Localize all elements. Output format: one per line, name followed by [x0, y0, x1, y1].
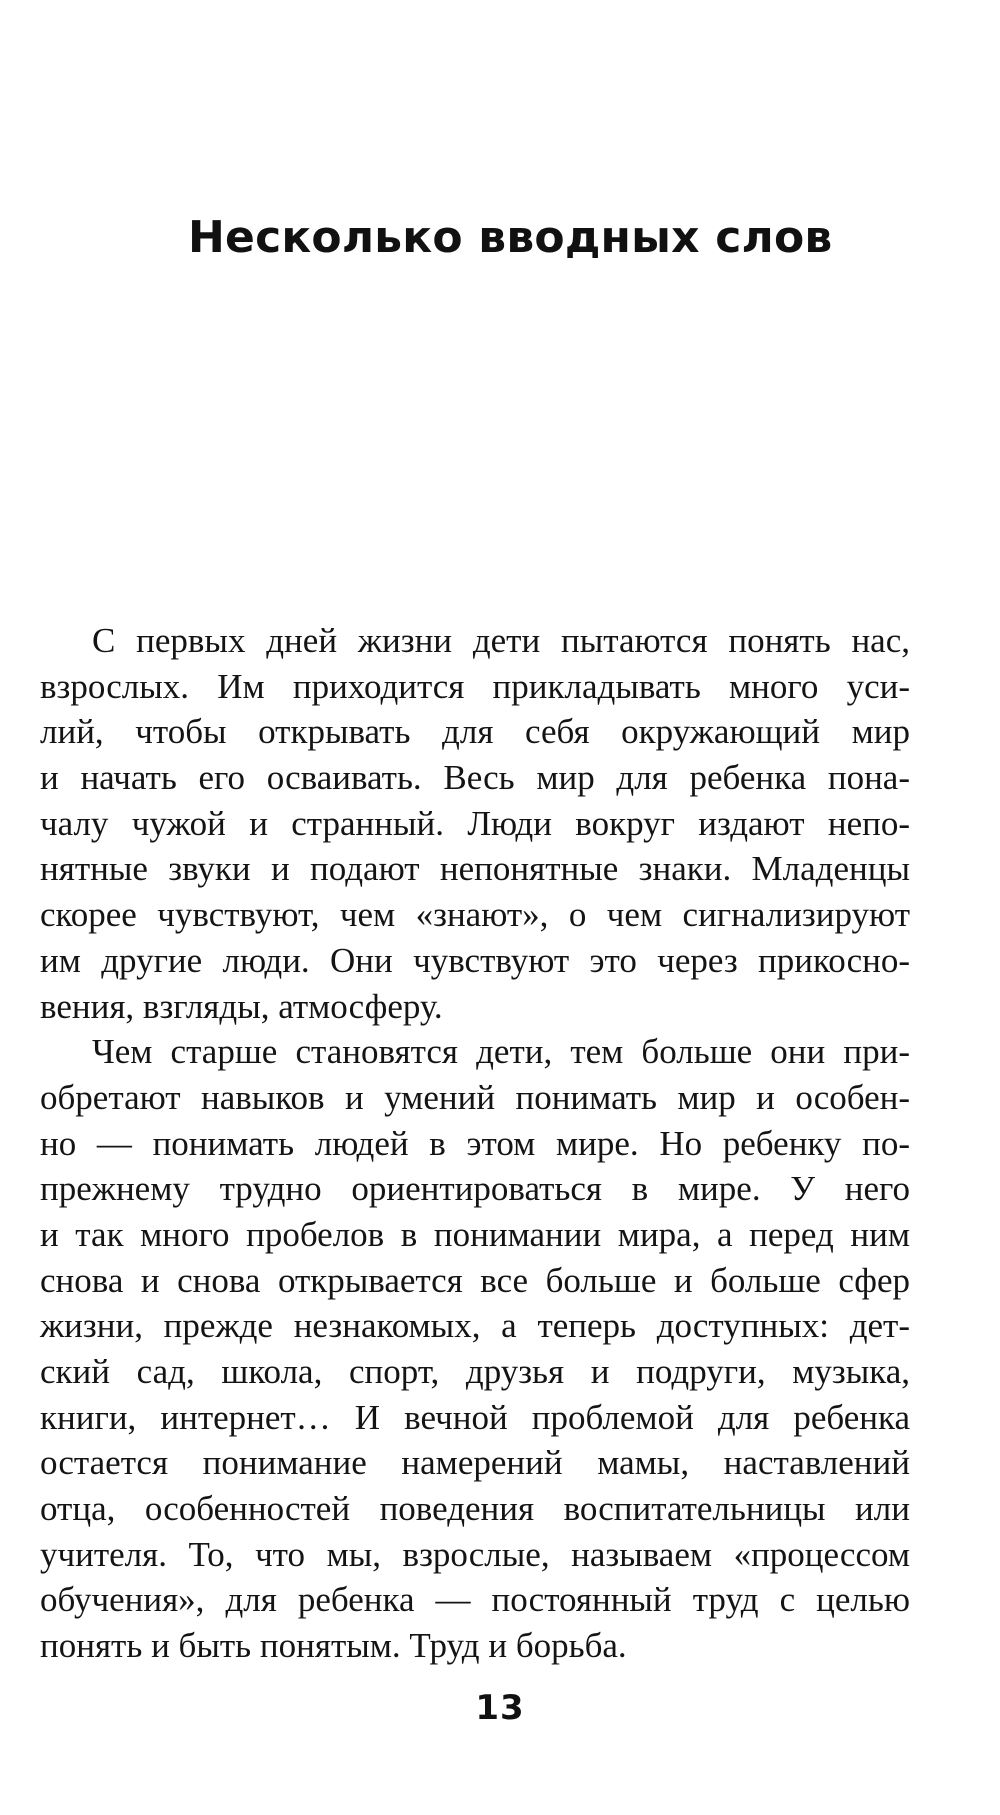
text-line: Чем старше становятся дети, тем больше они при- — [92, 1032, 910, 1072]
text-line: остается понимание намерений мамы, наставлений — [40, 1443, 910, 1483]
text-line: жизни, прежде незнакомых, а теперь доступных: дет- — [40, 1306, 910, 1346]
text-line: снова и снова открывается все больше и больше сфер — [40, 1260, 910, 1300]
body-text — [40, 618, 910, 1669]
text-line: чалу чужой и странный. Люди вокруг издают непо- — [40, 803, 910, 843]
text-line: и начать его осваивать. Весь мир для ребенка пона- — [40, 758, 910, 798]
paragraph-1 — [40, 618, 910, 1029]
page-number: 13 — [475, 1688, 525, 1728]
paragraph-2 — [40, 1029, 910, 1669]
chapter-title: Несколько вводных слов — [188, 212, 833, 263]
text-line: понять и быть понятым. Труд и борьба. — [40, 1626, 627, 1666]
text-line: им другие люди. Они чувствуют это через прикосно- — [40, 940, 910, 980]
text-line: книги, интернет… И вечной проблемой для ребенка — [40, 1397, 910, 1437]
text-line: но — понимать людей в этом мире. Но ребенку по- — [40, 1123, 910, 1163]
text-line: обучения», для ребенка — постоянный труд с целью — [40, 1580, 910, 1620]
text-line: отца, особенностей поведения воспитательницы или — [40, 1489, 910, 1529]
text-line: прежнему трудно ориентироваться в мире. У него — [40, 1169, 910, 1209]
text-line: нятные звуки и подают непонятные знаки. Младенцы — [40, 849, 910, 889]
text-line: учителя. То, что мы, взрослые, называем «процессом — [40, 1534, 910, 1574]
text-line: и так много пробелов в понимании мира, а перед ним — [40, 1214, 910, 1254]
text-line: С первых дней жизни дети пытаются понять нас, — [92, 621, 910, 660]
text-line: лий, чтобы открывать для себя окружающий мир — [40, 712, 910, 752]
text-line: обретают навыков и умений понимать мир и особен- — [40, 1077, 910, 1117]
text-line: взрослых. Им приходится прикладывать много уси- — [40, 666, 910, 706]
text-line: скорее чувствуют, чем «знают», о чем сигнализируют — [40, 895, 910, 935]
text-line: вения, взгляды, атмосферу. — [40, 986, 443, 1026]
text-line: ский сад, школа, спорт, друзья и подруги, музыка, — [40, 1352, 910, 1391]
